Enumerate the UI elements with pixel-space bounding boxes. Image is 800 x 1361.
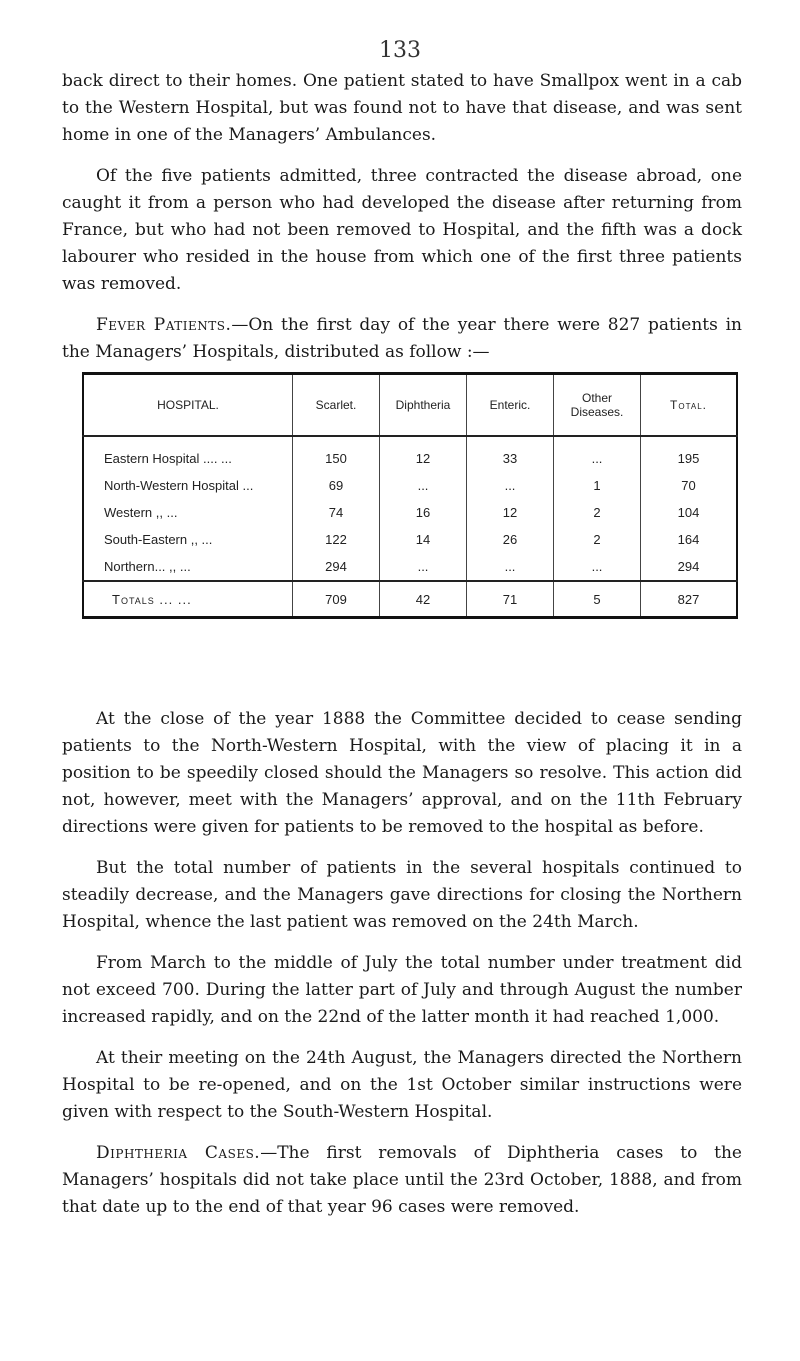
row-label: South-Eastern ,, ... (104, 532, 213, 547)
table-row (83, 499, 737, 526)
cell-total: 164 (641, 526, 738, 553)
row-label: North-Western Hospital ... (104, 478, 254, 493)
total-enteric: 71 (467, 581, 554, 618)
totals-label: Totals ... ... (83, 581, 293, 618)
row-label: Eastern Hospital .... ... (104, 451, 232, 466)
total-other: 5 (554, 581, 641, 618)
paragraph-7: At their meeting on the 24th August, the Managers directed the Northern Hospital to be re-opened, and on the 1st October similar instructions were given with respect to the South-Western Hospital. (62, 1048, 742, 1122)
cell-total: 70 (641, 472, 738, 499)
cell-enteric: ... (467, 553, 554, 581)
cell-enteric: 33 (467, 436, 554, 472)
table-row (83, 553, 737, 581)
cell-other: ... (554, 436, 641, 472)
cell-enteric: 26 (467, 526, 554, 553)
total-diphtheria: 42 (380, 581, 467, 618)
cell-enteric: ... (467, 472, 554, 499)
cell-total: 294 (641, 553, 738, 581)
header-enteric: Enteric. (467, 374, 554, 437)
top-text (62, 68, 742, 366)
cell-scarlet: 69 (293, 472, 380, 499)
totals-row (83, 581, 737, 618)
table-header-row (83, 374, 737, 437)
paragraph-2: Of the five patients admitted, three contracted the disease abroad, one caught it from a person who had developed the disease after returning from France, but who had not been removed to Hospital, and the fifth was a dock labourer who resided in the house from which one of the first three patients was removed. (62, 166, 742, 294)
paragraph-3-body: —On the first day of the year there were 827 patients in the Managers’ Hospitals, distributed as follow :— (62, 315, 742, 362)
cell-diphtheria: ... (380, 553, 467, 581)
cell-total: 104 (641, 499, 738, 526)
fever-patients-heading: Fever Patients. (96, 315, 232, 335)
table-row (83, 526, 737, 553)
cell-total: 195 (641, 436, 738, 472)
header-hospital: HOSPITAL. (83, 374, 293, 437)
row-label: Western ,, ... (104, 505, 178, 520)
cell-diphtheria: 16 (380, 499, 467, 526)
header-scarlet: Scarlet. (293, 374, 380, 437)
cell-scarlet: 150 (293, 436, 380, 472)
cell-scarlet: 74 (293, 499, 380, 526)
total-scarlet: 709 (293, 581, 380, 618)
page-number: 133 (379, 38, 421, 63)
cell-scarlet: 294 (293, 553, 380, 581)
hospital-table (82, 372, 738, 619)
cell-other: 2 (554, 526, 641, 553)
paragraph-5: But the total number of patients in the several hospitals continued to steadily decrease, and the Managers gave directions for closing the Northern Hospital, whence the last patient was removed on the 24th March. (62, 858, 742, 932)
paragraph-8-body: —The first removals of Diphtheria cases to the Managers’ hospitals did not take place until the 23rd October, 1888, and from that date up to the end of that year 96 cases were removed. (62, 1143, 742, 1217)
cell-diphtheria: ... (380, 472, 467, 499)
cell-diphtheria: 12 (380, 436, 467, 472)
row-label: Northern... ,, ... (104, 559, 191, 574)
cell-diphtheria: 14 (380, 526, 467, 553)
header-diphtheria: Diphtheria (380, 374, 467, 437)
hospital-table-container (82, 372, 738, 619)
diphtheria-cases-heading: Diphtheria Cases. (96, 1143, 261, 1163)
cell-other: 1 (554, 472, 641, 499)
cell-scarlet: 122 (293, 526, 380, 553)
paragraph-6: From March to the middle of July the total number under treatment did not exceed 700. During the latter part of July and through August the number increased rapidly, and on the 22nd of the latter month it had reached 1,000. (62, 953, 742, 1027)
cell-other: 2 (554, 499, 641, 526)
paragraph-1: back direct to their homes. One patient stated to have Smallpox went in a cab to the Western Hospital, but was found not to have that disease, and was sent home in one of the Managers’ Ambulances. (62, 71, 742, 145)
paragraph-8 (62, 1140, 742, 1221)
header-other-diseases: Other Diseases. (554, 374, 641, 437)
paragraph-3 (62, 312, 742, 366)
header-total: Total. (641, 374, 738, 437)
cell-other: ... (554, 553, 641, 581)
paragraph-4: At the close of the year 1888 the Committee decided to cease sending patients to the North-Western Hospital, with the view of placing it in a position to be speedily closed should the Managers so resolve. This action did not, however, meet with the Managers’ approval, and on the 11th February directions were given for patients to be removed to the hospital as before. (62, 709, 742, 837)
cell-enteric: 12 (467, 499, 554, 526)
grand-total: 827 (641, 581, 738, 618)
bottom-text (62, 706, 742, 1221)
table-row (83, 436, 737, 472)
table-row (83, 472, 737, 499)
